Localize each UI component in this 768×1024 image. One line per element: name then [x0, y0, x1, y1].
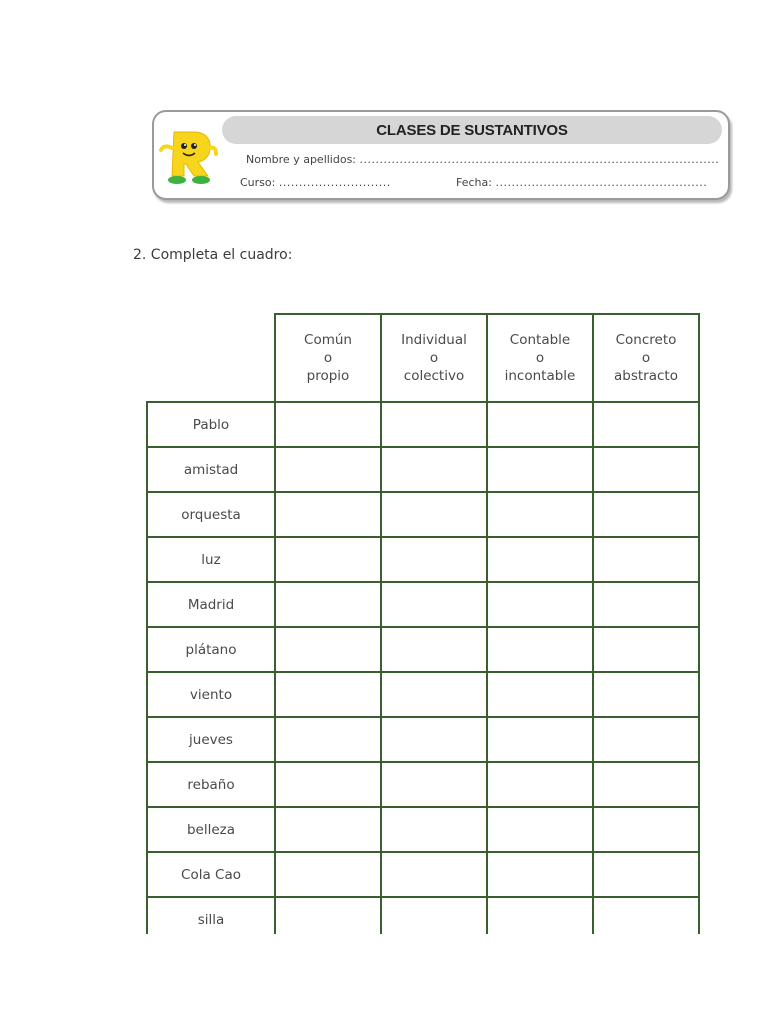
table-row: [147, 537, 699, 582]
answer-cell[interactable]: [487, 402, 593, 447]
answer-cell[interactable]: [487, 897, 593, 934]
answer-cell[interactable]: [593, 762, 699, 807]
name-field[interactable]: [246, 153, 719, 166]
answer-cell[interactable]: [487, 582, 593, 627]
answer-cell[interactable]: [275, 807, 381, 852]
column-header-line: o: [641, 350, 651, 366]
table-row: [147, 897, 699, 934]
answer-cell[interactable]: [593, 627, 699, 672]
answer-cell[interactable]: [381, 402, 487, 447]
table-row: [147, 582, 699, 627]
answer-cell[interactable]: [381, 897, 487, 934]
answer-cell[interactable]: [487, 672, 593, 717]
column-header-individual-colectivo: [381, 314, 487, 402]
row-word: Pablo: [147, 402, 275, 447]
date-line: .....................................................: [495, 176, 708, 189]
course-line: ............................: [278, 176, 391, 189]
column-header-line: abstracto: [614, 368, 678, 384]
column-header-line: Común: [304, 332, 352, 348]
answer-cell[interactable]: [275, 492, 381, 537]
table-row: [147, 672, 699, 717]
row-word: plátano: [147, 627, 275, 672]
table-row: [147, 807, 699, 852]
answer-cell[interactable]: [381, 852, 487, 897]
answer-cell[interactable]: [593, 672, 699, 717]
answer-cell[interactable]: [593, 897, 699, 934]
column-header-comun-propio: [275, 314, 381, 402]
answer-cell[interactable]: [593, 807, 699, 852]
answer-cell[interactable]: [275, 537, 381, 582]
answer-cell[interactable]: [487, 762, 593, 807]
answer-cell[interactable]: [275, 447, 381, 492]
column-header-line: Individual: [401, 332, 467, 348]
table-row: [147, 447, 699, 492]
answer-cell[interactable]: [487, 447, 593, 492]
answer-cell[interactable]: [593, 492, 699, 537]
row-word: luz: [147, 537, 275, 582]
answer-cell[interactable]: [381, 807, 487, 852]
table-row: [147, 627, 699, 672]
answer-cell[interactable]: [275, 627, 381, 672]
answer-cell[interactable]: [275, 852, 381, 897]
row-word: belleza: [147, 807, 275, 852]
column-header-line: Contable: [509, 332, 571, 348]
answer-cell[interactable]: [593, 537, 699, 582]
answer-cell[interactable]: [381, 627, 487, 672]
noun-classification-table-wrap: [146, 313, 702, 934]
column-header-line: incontable: [504, 368, 576, 384]
answer-cell[interactable]: [487, 537, 593, 582]
column-header-concreto-abstracto: [593, 314, 699, 402]
row-word: silla: [147, 897, 275, 934]
answer-cell[interactable]: [593, 852, 699, 897]
row-word: Madrid: [147, 582, 275, 627]
answer-cell[interactable]: [275, 897, 381, 934]
column-header-contable-incontable: [487, 314, 593, 402]
table-row: [147, 402, 699, 447]
answer-cell[interactable]: [487, 807, 593, 852]
answer-cell[interactable]: [381, 537, 487, 582]
answer-cell[interactable]: [381, 447, 487, 492]
answer-cell[interactable]: [381, 492, 487, 537]
answer-cell[interactable]: [381, 582, 487, 627]
exercise-instruction: 2. Completa el cuadro:: [133, 247, 293, 263]
row-word: amistad: [147, 447, 275, 492]
column-header-line: propio: [306, 368, 350, 384]
date-field[interactable]: [456, 176, 707, 189]
answer-cell[interactable]: [275, 402, 381, 447]
worksheet-title: CLASES DE SUSTANTIVOS: [376, 121, 568, 139]
answer-cell[interactable]: [275, 762, 381, 807]
table-row: [147, 492, 699, 537]
answer-cell[interactable]: [381, 717, 487, 762]
column-header-line: o: [429, 350, 439, 366]
row-word: orquesta: [147, 492, 275, 537]
row-word: jueves: [147, 717, 275, 762]
answer-cell[interactable]: [275, 582, 381, 627]
table-row: [147, 852, 699, 897]
answer-cell[interactable]: [593, 582, 699, 627]
answer-cell[interactable]: [487, 492, 593, 537]
noun-classification-table: [146, 313, 700, 934]
column-header-line: o: [535, 350, 545, 366]
course-field[interactable]: [240, 176, 391, 189]
worksheet-title-bar: [222, 116, 722, 144]
answer-cell[interactable]: [487, 627, 593, 672]
answer-cell[interactable]: [275, 672, 381, 717]
row-word: rebaño: [147, 762, 275, 807]
column-header-line: o: [323, 350, 333, 366]
answer-cell[interactable]: [487, 717, 593, 762]
answer-cell[interactable]: [381, 762, 487, 807]
header-card: [152, 110, 730, 200]
row-word: Cola Cao: [147, 852, 275, 897]
table-header-row: [147, 314, 699, 402]
mascot-icon: [158, 126, 218, 188]
column-header-line: Concreto: [615, 332, 677, 348]
name-label: Nombre y apellidos:: [246, 153, 357, 166]
answer-cell[interactable]: [275, 717, 381, 762]
column-header-line: colectivo: [403, 368, 465, 384]
table-row: [147, 717, 699, 762]
course-label: Curso:: [240, 176, 276, 189]
table-row: [147, 762, 699, 807]
table-corner-cell: [147, 314, 275, 402]
answer-cell[interactable]: [593, 402, 699, 447]
answer-cell[interactable]: [381, 672, 487, 717]
date-label: Fecha:: [456, 176, 492, 189]
answer-cell[interactable]: [593, 447, 699, 492]
name-line: ..........................................................................................: [359, 153, 720, 166]
answer-cell[interactable]: [487, 852, 593, 897]
answer-cell[interactable]: [593, 717, 699, 762]
row-word: viento: [147, 672, 275, 717]
